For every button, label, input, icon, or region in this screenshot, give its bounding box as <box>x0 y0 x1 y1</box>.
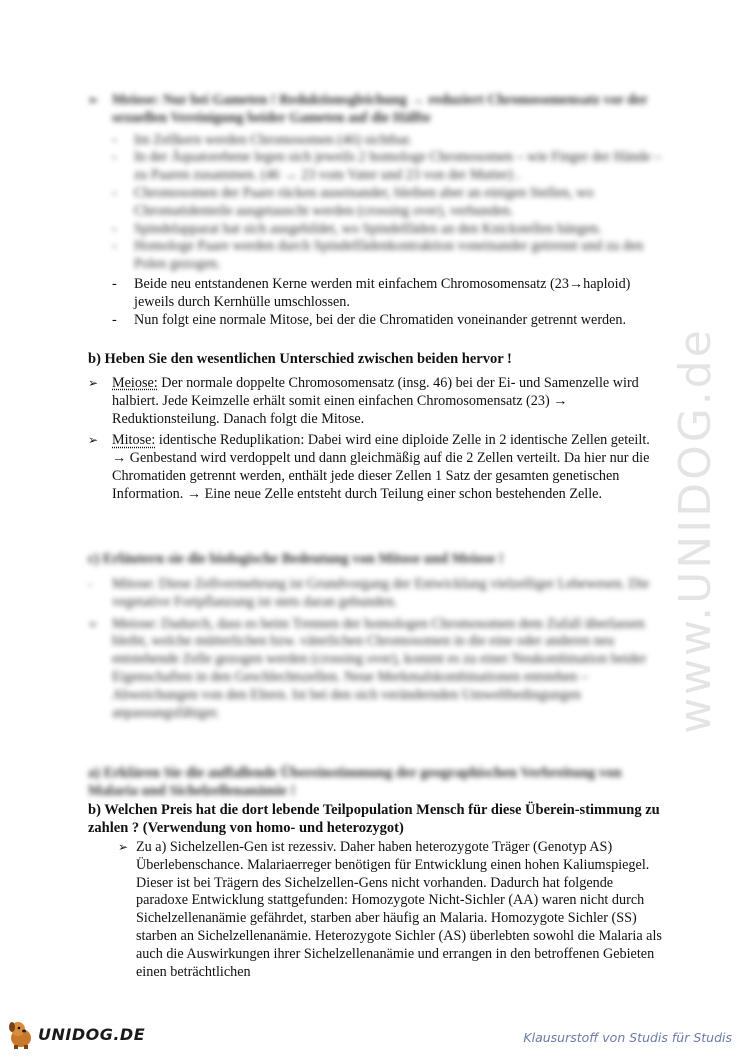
meiose-blurred-part <box>88 92 666 274</box>
meiose-answer: ➢ Meiose: Der normale doppelte Chromosomensatz (insg. 46) bei der Ei- und Samenzelle wird halbiert. Jede Keimzelle erhält somit einen einfachen Chromosomensatz (23) → Reduktionsteilung. Danach folgt die Mitose. <box>88 375 639 427</box>
arrow-bullet-icon: ➢ <box>118 840 129 854</box>
arrow-bullet-icon: ➢ <box>88 616 99 631</box>
arrow-bullet-icon: ➢ <box>88 433 99 448</box>
section-meiose-steps <box>88 92 666 329</box>
mitose-significance: - Mitose: Diese Zellvermehrung ist Grundvorgang der Entwicklung vielzelliger Lebewesen. Die vegetative Fortpflanzung ist stets daran gebunden. <box>88 576 650 610</box>
arrow-bullet-icon: ➢ <box>88 376 99 390</box>
list-item: - Nun folgt eine normale Mitose, bei der die Chromatiden voneinander getrennt werden. <box>112 311 627 328</box>
section-c-heading: c) Erläutern sie die biologische Bedeutung von Mitose und Meiose ! <box>88 551 504 567</box>
meiose-steps-blurred-list <box>88 132 666 274</box>
list-item: - In der Äquatorebene legen sich jeweils 2 homologe Chromosomen – wie Finger der Hände – zu Paaren zusammen. (46 → 23 vom Vater und 23 von der Mutter) . <box>112 149 662 184</box>
logo-text: UNIDOG.DE <box>38 1024 146 1044</box>
meiose-lead: ➢ Meiose: Nur bei Gameten ! Reduktionsgleichung → reduziert Chromosomensatz vor der sexuellen Vereinigung beider Gameten auf die Hälfte <box>88 92 648 126</box>
section-b-heading: b) Heben Sie den wesentlichen Unterschied zwischen beiden hervor ! <box>88 351 512 367</box>
meiose-steps-visible-list <box>88 276 666 329</box>
list-item: - Spindelapparat hat sich ausgebildet, wo Spindelfäden an den Knickstellen hängen. <box>112 220 602 237</box>
list-item: - Chromosomen der Paare rücken auseinander, bleiben aber an einigen Stellen, wo Chromatidenteile ausgetauscht werden (crossing over), verbunden. <box>112 184 594 219</box>
watermark: www.UNIDOG.de <box>669 326 721 734</box>
section-malaria <box>88 764 668 981</box>
arrow-bullet-icon: ➢ <box>88 93 99 107</box>
mitose-answer: ➢ Mitose: identische Reduplikation: Dabei wird eine diploide Zelle in 2 identische Zellen geteilt. → Genbestand wird verdoppelt und dann gleichmäßig auf die 2 Zellen verteilt. Da hier nur die Chromatiden getrennt werden, enthält jede dieser Zellen 1 Satz der gesamten genetischen Information. → Eine neue Zelle entsteht durch Teilung einer schon bestehenden Zelle. <box>88 432 650 502</box>
section-b-difference <box>88 350 666 508</box>
meiose-significance: ➢ Meiose: Dadurch, dass es beim Trennen der homologen Chromosomen dem Zufall überlassen bleibt, welche mütterlichen bzw. väterlichen Chromosomen in die eine oder anderen neu entstehende Zelle gezogen werden (crossing over), kommt es zu einer Neukombination beider Eigenschaften in den Geschlechtszellen. Neue Merkmalskombinationen entstehen – Abweichungen von den Eltern. Ist bei den sich verändernden Umweltbedingungen anpassungsfähiger. <box>88 615 647 721</box>
footer-tagline: Klausurstoff von Studis für Studis <box>523 1030 732 1045</box>
section-c-blurred <box>88 550 666 726</box>
unidog-logo[interactable] <box>6 1016 145 1052</box>
list-item: - Im Zellkern werden Chromosomen (46) sichtbar. <box>112 131 413 148</box>
dog-mascot-icon <box>6 1018 36 1050</box>
mitose-term: Mitose: <box>112 432 156 449</box>
malaria-heading-a: a) Erklären Sie die auffallende Übereinstimmung der geographischen Verbreitung von Malaria und Sichelzellenanämie ! <box>88 765 622 799</box>
malaria-heading-b: b) Welchen Preis hat die dort lebende Teilpopulation Mensch für diese Überein-stimmung zu zahlen ? (Verwendung von homo- und heterozygot) <box>88 802 660 836</box>
meiose-term: Meiose: <box>112 375 158 391</box>
list-item: - Homologe Paare werden durch Spindelfädenkontraktion voneinander getrennt und zu den Polen gezogen. <box>112 238 644 273</box>
list-item: - Beide neu entstandenen Kerne werden mit einfachem Chromosomensatz (23→haploid) jeweils durch Kernhülle umschlossen. <box>112 275 631 310</box>
malaria-answer: ➢ Zu a) Sichelzellen-Gen ist rezessiv. Daher haben heterozygote Träger (Genotyp AS) Überlebenschance. Malariaerreger benötigen für Entwicklung einen hohen Kaliumspiegel. Dieser ist bei Trägern des Sichelzellen-Gens nicht vorhanden. Dadurch hat folgende paradoxe Entwicklung stattgefunden: Homozygote Nicht-Sichler (AA) waren nicht durch Sichelzellenanämie gefährdet, starben aber häufig an Malaria. Homozygote Sichler (SS) starben an Sichelzellenanämie. Heterozygote Sichler (AS) überlebten sowohl die Malaria als auch die Auswirkungen ihrer Sichelzellenanämie und errangen in den betroffenen Gebieten einen beträchtlichen <box>118 839 662 980</box>
